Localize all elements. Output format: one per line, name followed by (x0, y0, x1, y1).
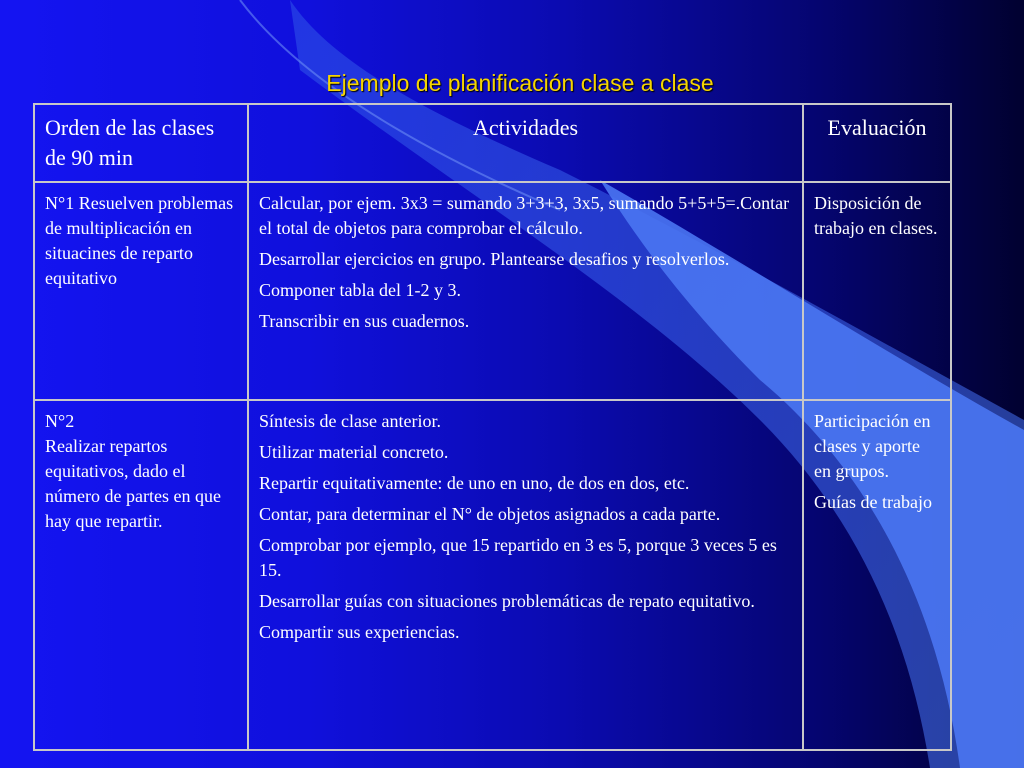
evaluation-item: Disposición de trabajo en clases. (814, 193, 938, 238)
header-activities: Actividades (248, 104, 803, 182)
evaluation-item: Participación en clases y aporte en grupos. (814, 411, 931, 481)
activity-item: Compartir sus experiencias. (259, 622, 460, 642)
activity-item: Desarrollar ejercicios en grupo. Plantearse desafios y resolverlos. (259, 249, 730, 269)
activity-item: Repartir equitativamente: de uno en uno, de dos en dos, etc. (259, 473, 690, 493)
table-row (34, 182, 951, 400)
activity-item: Calcular, por ejem. 3x3 = sumando 3+3+3, 3x5, sumando 5+5+5=.Contar el total de objetos para comprobar el cálculo. (259, 193, 790, 238)
table-row (34, 400, 951, 750)
header-evaluation: Evaluación (803, 104, 951, 182)
activity-item: Síntesis de clase anterior. (259, 411, 441, 431)
order-text: N°1 Resuelven problemas de multiplicación en situacines de reparto equitativo (45, 193, 234, 288)
evaluation-item: Guías de trabajo (814, 492, 932, 512)
order-cell (34, 182, 248, 400)
activity-item: Utilizar material concreto. (259, 442, 449, 462)
header-order: Orden de las clases de 90 min (34, 104, 248, 182)
activity-item: Contar, para determinar el N° de objetos asignados a cada parte. (259, 504, 721, 524)
activity-item: Transcribir en sus cuadernos. (259, 311, 470, 331)
activity-item: Componer tabla del 1-2 y 3. (259, 280, 461, 300)
order-text: Realizar repartos equitativos, dado el número de partes en que hay que repartir. (45, 436, 221, 531)
evaluation-cell (803, 400, 951, 750)
evaluation-cell (803, 182, 951, 400)
table-header-row (34, 104, 951, 182)
order-text: N°2 (45, 411, 75, 431)
activity-item: Desarrollar guías con situaciones problemáticas de repato equitativo. (259, 591, 755, 611)
activities-cell (248, 400, 803, 750)
order-cell (34, 400, 248, 750)
planning-table (33, 103, 952, 751)
activity-item: Comprobar por ejemplo, que 15 repartido en 3 es 5, porque 3 veces 5 es 15. (259, 535, 777, 580)
activities-cell (248, 182, 803, 400)
slide-title: Ejemplo de planificación clase a clase (326, 70, 714, 96)
